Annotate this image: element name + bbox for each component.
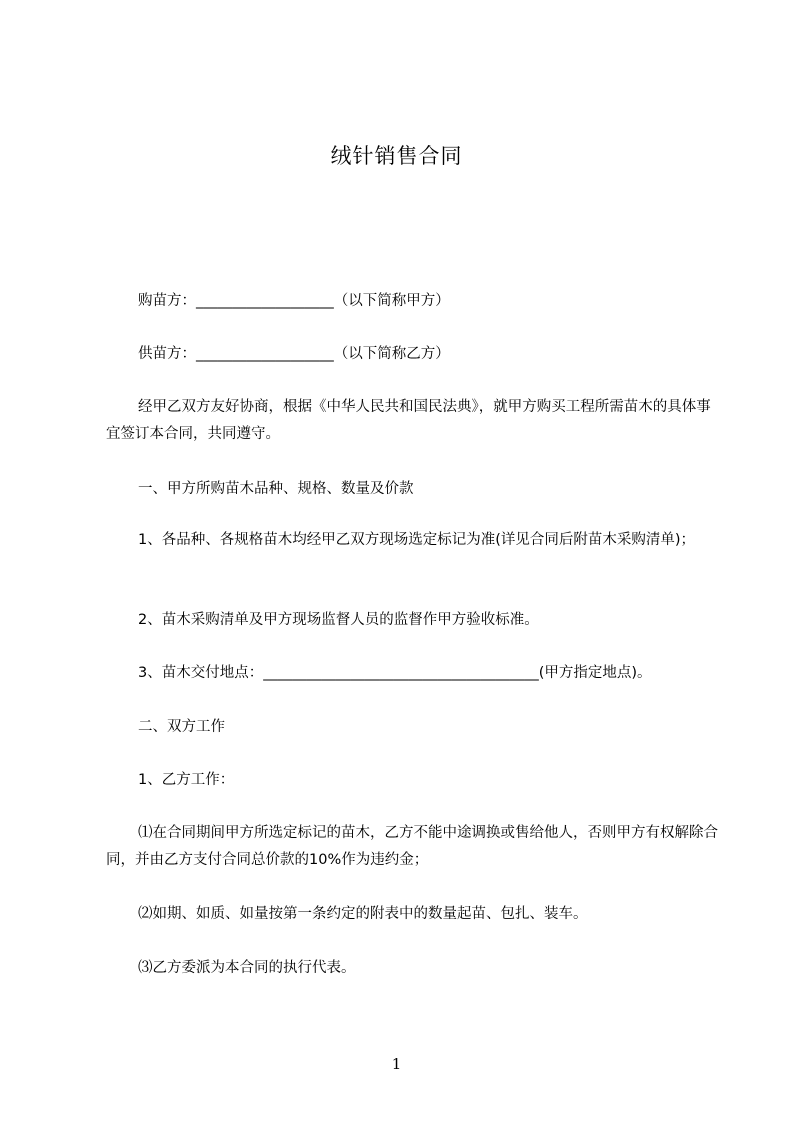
document-title: 绒针销售合同: [330, 144, 463, 168]
section-2-subheading: 1、乙方工作：: [138, 772, 235, 788]
section-1-heading: 一、甲方所购苗木品种、规格、数量及价款: [138, 481, 414, 497]
buyer-line: 购苗方：___________________（以下简称甲方）: [138, 293, 450, 309]
section-1-item-3: 3、苗木交付地点：______________________________________(甲方指定地点)。: [138, 665, 652, 681]
section-2-item-2: ⑵如期、如质、如量按第一条约定的附表中的数量起苗、包扎、装车。: [138, 906, 588, 922]
section-2-item-3: ⑶乙方委派为本合同的执行代表。: [138, 960, 356, 976]
section-1-item-1: 1、各品种、各规格苗木均经甲乙双方现场选定标记为准(详见合同后附苗木采购清单)；: [138, 532, 696, 548]
section-2-item-1: ⑴在合同期间甲方所选定标记的苗木，乙方不能中途调换或售给他人，否则甲方有权解除合同，并由乙方支付合同总价款的10%作为违约金；: [106, 825, 718, 868]
section-2-heading: 二、双方工作: [138, 719, 225, 735]
supplier-line: 供苗方：___________________（以下简称乙方）: [138, 346, 450, 362]
section-1-item-2: 2、苗木采购清单及甲方现场监督人员的监督作甲方验收标准。: [138, 612, 539, 628]
intro-paragraph: 经甲乙双方友好协商，根据《中华人民共和国民法典》，就甲方购买工程所需苗木的具体事宜签订本合同，共同遵守。: [106, 399, 711, 442]
page-number: 1: [391, 1055, 402, 1073]
